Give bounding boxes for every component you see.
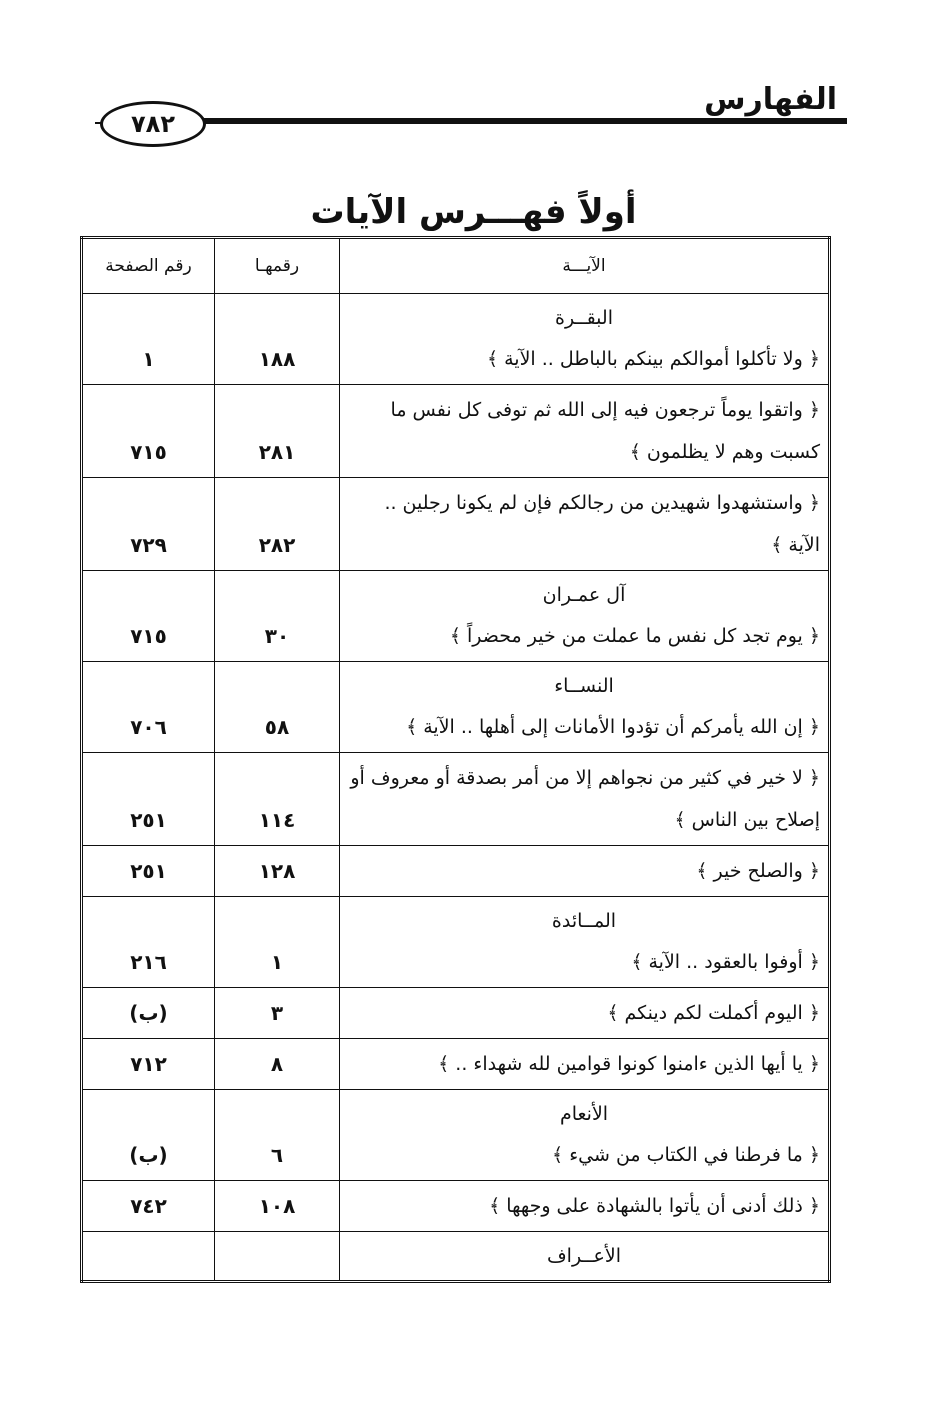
page-ref: ٧١٢ — [82, 1039, 215, 1090]
verse-cell — [340, 1232, 830, 1282]
verse-text: ﴿ إن الله يأمركم أن تؤدوا الأمانات إلى أهلها .. الآية ﴾ — [406, 716, 820, 738]
page-ref: ٢٥١ — [82, 753, 215, 846]
verse-number: ١٨٨ — [215, 294, 340, 385]
table-row — [82, 897, 830, 988]
verse-cell — [340, 571, 830, 662]
verse-text: ﴿ لا خير في كثير من نجواهم إلا من أمر بصدقة أو معروف أو إصلاح بين الناس ﴾ — [350, 767, 820, 831]
table-row — [82, 478, 830, 571]
surah-name: المــائدة — [551, 910, 617, 932]
surah-name: النســاء — [554, 675, 614, 697]
page-ref: ٧٢٩ — [82, 478, 215, 571]
verse-text: ﴿ واتقوا يوماً ترجعون فيه إلى الله ثم توفى كل نفس ما كسبت وهم لا يظلمون ﴾ — [390, 399, 820, 463]
verse-cell — [340, 846, 830, 897]
verse-cell — [340, 1039, 830, 1090]
page-ref: ٢١٦ — [82, 897, 215, 988]
table-row — [82, 294, 830, 385]
verse-text: ﴿ ذلك أدنى أن يأتوا بالشهادة على وجهها ﴾ — [489, 1195, 820, 1217]
verse-number: ١٢٨ — [215, 846, 340, 897]
page-ref: ١ — [82, 294, 215, 385]
page-number-badge — [100, 101, 206, 147]
table-row — [82, 1181, 830, 1232]
header-page: رقم الصفحة — [82, 238, 215, 294]
verse-number: ٣٠ — [215, 571, 340, 662]
page-ref: ٧٤٢ — [82, 1181, 215, 1232]
verses-index-table — [80, 236, 831, 1283]
verse-text: ﴿ أوفوا بالعقود .. الآية ﴾ — [631, 951, 820, 973]
surah-name: الأعــراف — [546, 1245, 622, 1267]
verse-number — [215, 1232, 340, 1282]
verse-text: ﴿ يا أيها الذين ءامنوا كونوا قوامين لله شهداء .. ﴾ — [438, 1053, 820, 1075]
verse-cell — [340, 662, 830, 753]
verse-cell — [340, 897, 830, 988]
verse-cell — [340, 988, 830, 1039]
page-ref: ٧١٥ — [82, 385, 215, 478]
table-row — [82, 385, 830, 478]
verse-cell — [340, 478, 830, 571]
table-header-row — [82, 238, 830, 294]
verse-cell — [340, 1181, 830, 1232]
running-title: الفهارس — [704, 82, 837, 117]
surah-name: آل عمـران — [542, 584, 626, 606]
verse-cell — [340, 294, 830, 385]
page-ref — [82, 1232, 215, 1282]
table-row — [82, 753, 830, 846]
table-row — [82, 571, 830, 662]
table-row — [82, 1039, 830, 1090]
table-row — [82, 662, 830, 753]
page-ref: (ب) — [82, 1090, 215, 1181]
page-ref: (ب) — [82, 988, 215, 1039]
verse-number: ١٠٨ — [215, 1181, 340, 1232]
verse-number: ٥٨ — [215, 662, 340, 753]
page-header — [0, 0, 947, 160]
page-ref: ٧٠٦ — [82, 662, 215, 753]
verse-text: ﴿ والصلح خير ﴾ — [696, 860, 820, 882]
verse-cell — [340, 385, 830, 478]
page-ref: ٧١٥ — [82, 571, 215, 662]
page-ref: ٢٥١ — [82, 846, 215, 897]
surah-name: الأنعام — [559, 1103, 609, 1125]
verse-number: ٢٨١ — [215, 385, 340, 478]
verse-number: ١ — [215, 897, 340, 988]
table-row — [82, 846, 830, 897]
index-title: أولاً فهـــرس الآيات — [310, 192, 637, 232]
table-row — [82, 988, 830, 1039]
verse-number: ٨ — [215, 1039, 340, 1090]
surah-name: البقــرة — [555, 307, 613, 329]
verse-text: ﴿ يوم تجد كل نفس ما عملت من خير محضراً ﴾ — [449, 625, 820, 647]
verse-number: ٦ — [215, 1090, 340, 1181]
verse-text: ﴿ ما فرطنا في الكتاب من شيء ﴾ — [552, 1144, 820, 1166]
verse-cell — [340, 753, 830, 846]
page-number: ٧٨٢ — [131, 110, 175, 138]
header-verse: الآيـــة — [340, 238, 830, 294]
verse-text: ﴿ ولا تأكلوا أموالكم بينكم بالباطل .. الآية ﴾ — [486, 348, 820, 370]
verse-number: ١١٤ — [215, 753, 340, 846]
verse-text: ﴿ واستشهدوا شهيدين من رجالكم فإن لم يكونا رجلين .. الآية ﴾ — [384, 492, 820, 556]
header-rule — [170, 118, 847, 124]
verse-number: ٢٨٢ — [215, 478, 340, 571]
table-row — [82, 1232, 830, 1282]
header-number: رقمهـا — [215, 238, 340, 294]
verse-number: ٣ — [215, 988, 340, 1039]
table-row — [82, 1090, 830, 1181]
verse-cell — [340, 1090, 830, 1181]
verse-text: ﴿ اليوم أكملت لكم دينكم ﴾ — [607, 1002, 820, 1024]
